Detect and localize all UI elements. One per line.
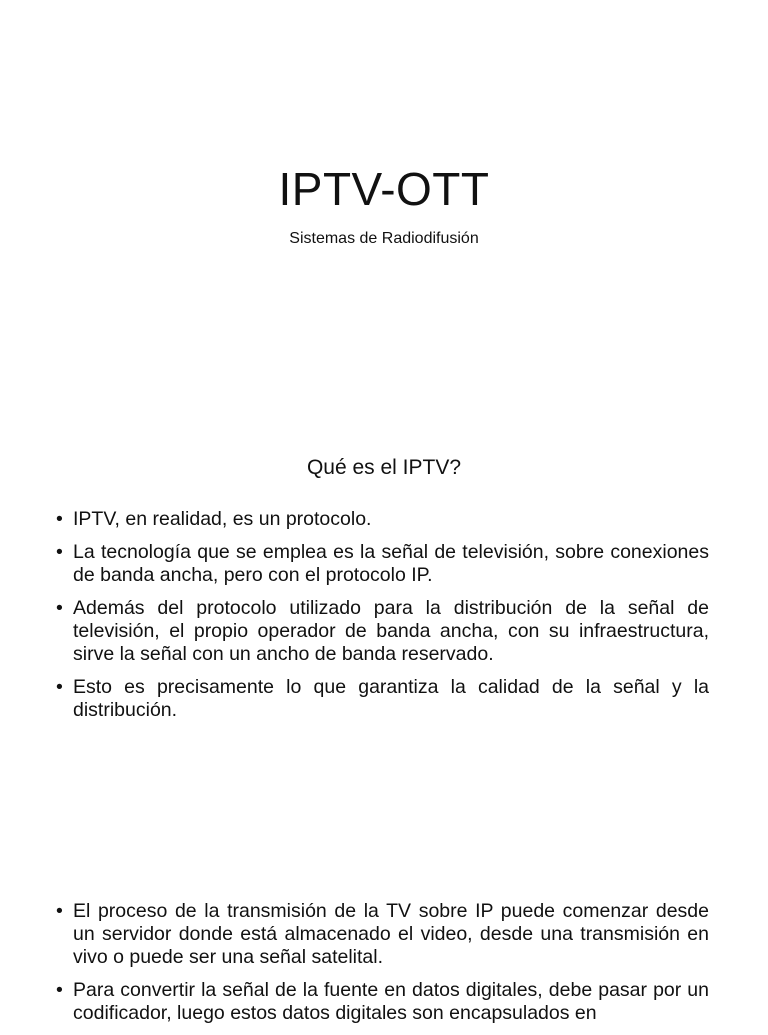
list-item <box>56 900 709 969</box>
list-item <box>56 597 709 666</box>
list-item-text: La tecnología que se emplea es la señal de televisión, sobre conexiones de banda ancha, pero con el protocolo IP. <box>73 541 709 586</box>
bullet-list <box>56 900 709 1035</box>
bullet-list <box>56 508 709 732</box>
list-item <box>56 676 709 722</box>
bullet-icon: • <box>56 979 63 1001</box>
bullet-icon: • <box>56 508 63 530</box>
what-is-iptv-slide <box>0 430 768 850</box>
list-item-text: Esto es precisamente lo que garantiza la calidad de la señal y la distribución. <box>73 676 709 721</box>
subtitle: Sistemas de Radiodifusión <box>289 230 479 247</box>
list-item <box>56 979 709 1025</box>
list-item <box>56 508 709 531</box>
title-slide <box>0 0 768 430</box>
section-title: Qué es el IPTV? <box>306 456 462 479</box>
list-item-text: IPTV, en realidad, es un protocolo. <box>73 508 372 530</box>
bullet-icon: • <box>56 676 63 698</box>
bullet-icon: • <box>56 900 63 922</box>
list-item-text: Para convertir la señal de la fuente en datos digitales, debe pasar por un codificador, luego estos datos digitales son encapsulados en <box>73 979 709 1024</box>
list-item <box>56 541 709 587</box>
bullet-icon: • <box>56 541 63 563</box>
main-title: IPTV-OTT <box>278 163 490 215</box>
list-item-text: El proceso de la transmisión de la TV sobre IP puede comenzar desde un servidor donde está almacenado el video, desde una transmisión en vivo o puede ser una señal satelital. <box>73 900 709 968</box>
list-item-text: Además del protocolo utilizado para la distribución de la señal de televisión, el propio operador de banda ancha, con su infraestructura, sirve la señal con un ancho de banda reservado. <box>73 597 709 665</box>
bullet-icon: • <box>56 597 63 619</box>
transmission-process-slide <box>0 850 768 1024</box>
